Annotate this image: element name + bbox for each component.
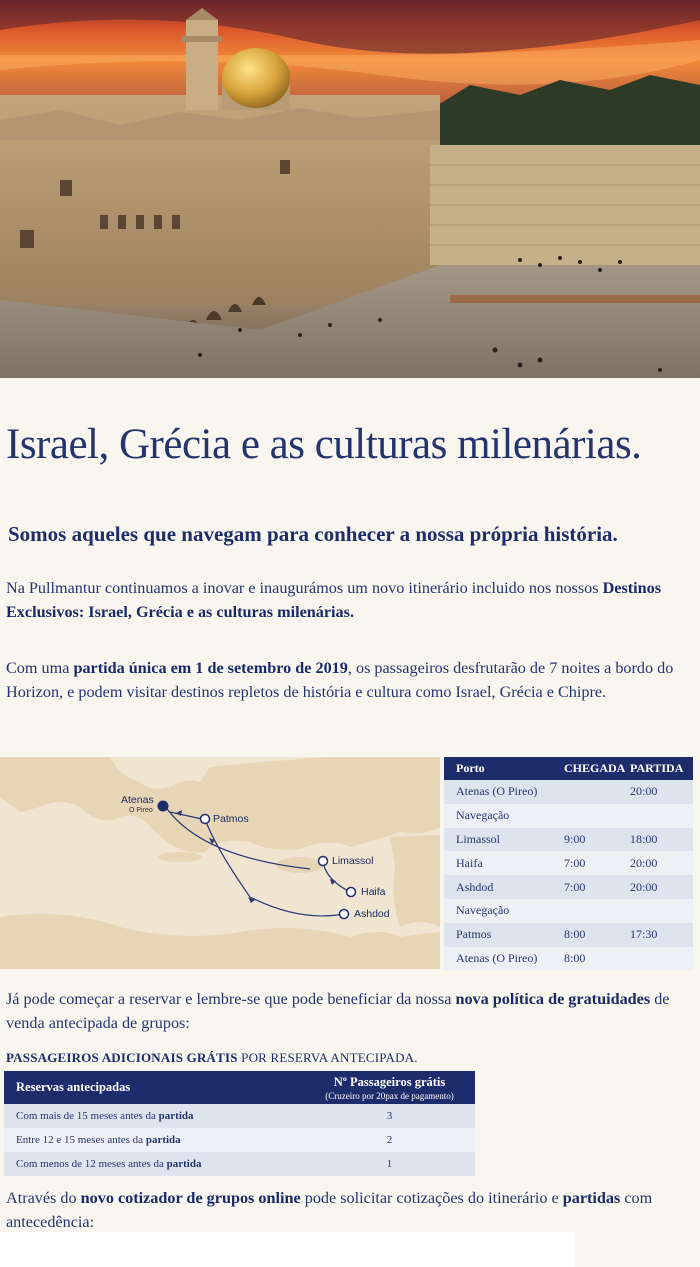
- port-cell: Atenas (O Pireo): [444, 780, 564, 804]
- port-sublabel-atenas: O Pireo: [129, 807, 153, 814]
- departure-cell: [630, 804, 693, 828]
- departure-cell: 18:00: [630, 828, 693, 852]
- hero-image: [0, 0, 700, 378]
- departure-post: , os passageiros desfrutarão de 7 noites a bordo do Horizon, e podem visitar destinos repletos de história e cultura como Israel, Grécia e Chipre.: [6, 659, 674, 701]
- early-booking-table: [4, 1071, 475, 1176]
- port-marker-haifa: [347, 888, 356, 897]
- intro-paragraph: [6, 576, 700, 624]
- table-row: [444, 899, 693, 923]
- page-subtitle: Somos aqueles que navegam para conhecer a nossa própria história.: [8, 522, 618, 546]
- port-cell: Limassol: [444, 828, 564, 852]
- arrival-cell: 9:00: [564, 828, 630, 852]
- promo-heading: [6, 1050, 418, 1066]
- departure-bold: partida única em 1 de setembro de 2019: [73, 659, 348, 677]
- departure-cell: 20:00: [630, 851, 693, 875]
- departure-cell: [630, 947, 693, 971]
- intro-bold: Destinos Exclusivos: Israel, Grécia e as culturas milenárias.: [6, 579, 662, 621]
- departure-cell: 20:00: [630, 780, 693, 804]
- port-label-atenas: Atenas: [121, 794, 154, 806]
- table-row: [444, 780, 693, 804]
- booking-post: de venda antecipada de grupos:: [6, 990, 670, 1032]
- port-header-porto: Porto: [444, 757, 564, 780]
- port-label-ashdod: Ashdod: [354, 908, 390, 920]
- port-marker-patmos: [201, 815, 210, 824]
- promo-bold: PASSAGEIROS ADICIONAIS GRÁTIS: [6, 1050, 238, 1065]
- route-map: [0, 757, 440, 969]
- booking-bold: nova política de gratuidades: [455, 990, 651, 1008]
- booking-pre: Já pode começar a reservar e lembre-se que pode beneficiar da nossa: [6, 990, 456, 1008]
- resv-condition-bold: partida: [145, 1134, 181, 1146]
- port-header-chegada: CHEGADA: [564, 757, 630, 780]
- arrival-cell: [564, 804, 630, 828]
- table-row: [444, 851, 693, 875]
- booking-paragraph: [6, 987, 700, 1035]
- port-cell: Patmos: [444, 923, 564, 947]
- port-header-partida: PARTIDA: [630, 757, 693, 780]
- resv-condition-cell: [4, 1104, 304, 1128]
- quote-embed-area: [0, 1232, 575, 1267]
- table-row: [4, 1128, 475, 1152]
- arrival-cell: 7:00: [564, 851, 630, 875]
- resv-condition-text: Com mais de 15 meses antes da: [16, 1110, 159, 1122]
- quote-pre: Através do: [6, 1189, 81, 1207]
- port-label-limassol: Limassol: [332, 855, 374, 867]
- resv-header-right-title: Nº Passageiros grátis: [333, 1074, 446, 1089]
- resv-condition-text: Com menos de 12 meses antes da: [16, 1158, 167, 1170]
- resv-condition-cell: [4, 1128, 304, 1152]
- departure-pre: Com uma: [6, 659, 74, 677]
- port-label-patmos: Patmos: [213, 813, 249, 825]
- departure-cell: 17:30: [630, 923, 693, 947]
- quote-paragraph: [6, 1186, 700, 1234]
- table-row: [4, 1152, 475, 1176]
- departure-cell: [630, 899, 693, 923]
- resv-condition-text: Entre 12 e 15 meses antes da: [16, 1134, 146, 1146]
- arrival-cell: [564, 780, 630, 804]
- table-row: [444, 923, 693, 947]
- quote-bold-cotizador[interactable]: novo cotizador de grupos online: [80, 1189, 301, 1207]
- resv-free-count: 3: [304, 1104, 475, 1128]
- quote-mid: pode solicitar cotizações do itinerário e: [300, 1189, 563, 1207]
- route-map-graphic: [0, 757, 440, 969]
- resv-header-right-note: (Cruzeiro por 20pax de pagamento): [325, 1090, 454, 1101]
- resv-header-right: [304, 1071, 475, 1104]
- table-row: [4, 1104, 475, 1128]
- arrival-cell: 7:00: [564, 875, 630, 899]
- resv-condition-cell: [4, 1152, 304, 1176]
- port-cell: Navegação: [444, 804, 564, 828]
- resv-condition-bold: partida: [158, 1110, 194, 1122]
- table-row: [444, 828, 693, 852]
- port-marker-limassol: [319, 857, 328, 866]
- arrival-cell: [564, 899, 630, 923]
- resv-condition-bold: partida: [166, 1158, 202, 1170]
- jerusalem-western-wall-photo: [0, 0, 700, 378]
- port-cell: Haifa: [444, 851, 564, 875]
- departure-cell: 20:00: [630, 875, 693, 899]
- table-row: [444, 804, 693, 828]
- port-schedule-table: [444, 757, 693, 970]
- resv-free-count: 2: [304, 1128, 475, 1152]
- page-title: Israel, Grécia e as culturas milenárias.: [6, 421, 642, 468]
- port-cell: Ashdod: [444, 875, 564, 899]
- departure-paragraph: [6, 656, 700, 704]
- quote-post: com antecedência:: [6, 1189, 653, 1231]
- quote-bold-partidas: partidas: [562, 1189, 621, 1207]
- port-cell: Atenas (O Pireo): [444, 947, 564, 971]
- arrival-cell: 8:00: [564, 923, 630, 947]
- resv-free-count: 1: [304, 1152, 475, 1176]
- arrival-cell: 8:00: [564, 947, 630, 971]
- table-row: [444, 875, 693, 899]
- port-table-header: [444, 757, 693, 780]
- port-label-haifa: Haifa: [361, 886, 386, 898]
- resv-table-header: [4, 1071, 475, 1104]
- resv-header-left: Reservas antecipadas: [4, 1071, 304, 1104]
- port-marker-atenas: [158, 801, 169, 812]
- port-marker-ashdod: [340, 910, 349, 919]
- port-cell: Navegação: [444, 899, 564, 923]
- promo-rest: POR RESERVA ANTECIPADA.: [237, 1050, 418, 1065]
- intro-text: Na Pullmantur continuamos a inovar e inaugurámos um novo itinerário incluido nos nossos: [6, 579, 603, 597]
- table-row: [444, 947, 693, 971]
